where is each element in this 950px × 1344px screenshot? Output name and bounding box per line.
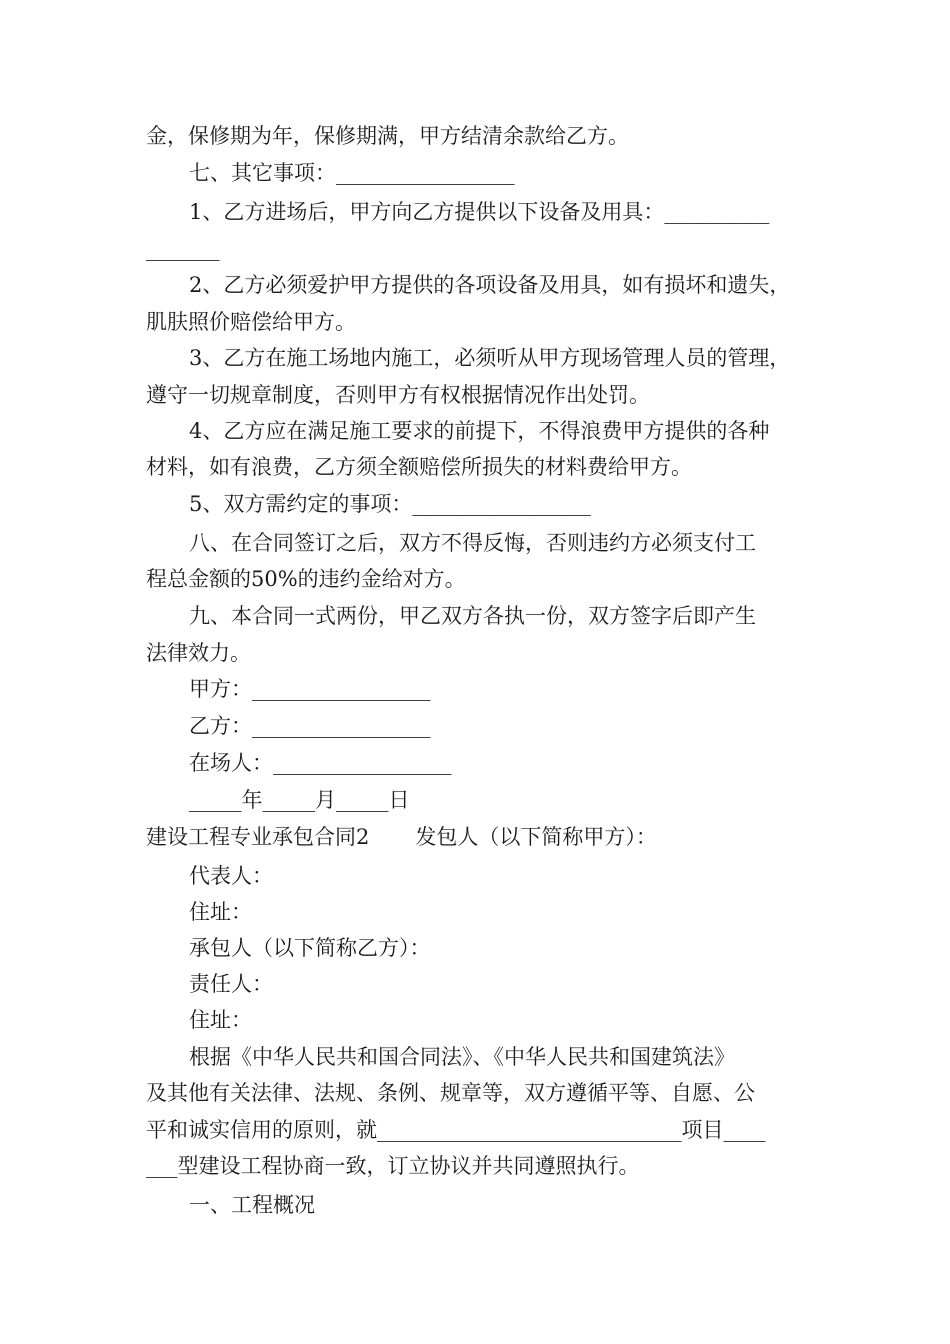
- text-line: 法律效力。: [146, 641, 251, 665]
- contract-title: 建设工程专业承包合同2: [146, 825, 370, 849]
- text-line: 平和诚实信用的原则，就_____________________________项目____: [146, 1118, 766, 1142]
- text-line: 2、乙方必须爱护甲方提供的各项设备及用具，如有损坏和遗失，: [189, 273, 791, 297]
- text-line: 肌肤照价赔偿给甲方。: [146, 310, 356, 334]
- field-contractor: 承包人（以下简称乙方）：: [189, 936, 431, 960]
- field-address: 住址：: [189, 900, 252, 924]
- text-line: _______: [146, 237, 220, 261]
- text-line: 5、双方需约定的事项：_________________: [189, 492, 591, 516]
- contract-title-line: [146, 822, 657, 852]
- field-address: 住址：: [189, 1008, 252, 1032]
- text-line: ___型建设工程协商一致，订立协议并共同遵照执行。: [146, 1154, 640, 1178]
- text-line: 3、乙方在施工场地内施工，必须听从甲方现场管理人员的管理，: [189, 346, 791, 370]
- field-responsible-person: 责任人：: [189, 972, 273, 996]
- text-line: 4、乙方应在满足施工要求的前提下，不得浪费甲方提供的各种: [189, 419, 770, 443]
- text-line: 程总金额的50%的违约金给对方。: [146, 567, 466, 591]
- signature-party-a: 甲方：_________________: [189, 677, 431, 701]
- text-line: 及其他有关法律、法规、条例、规章等，双方遵循平等、自愿、公: [146, 1081, 755, 1105]
- section-heading: 七、其它事项：_________________: [189, 161, 515, 185]
- section-heading: 一、工程概况: [189, 1193, 315, 1217]
- text-line: 1、乙方进场后，甲方向乙方提供以下设备及用具：__________: [189, 200, 770, 224]
- field-representative: 代表人：: [189, 864, 273, 888]
- signature-party-b: 乙方：_________________: [189, 714, 431, 738]
- text-line: 材料，如有浪费，乙方须全额赔偿所损失的材料费给甲方。: [146, 455, 692, 479]
- signature-date: _____年_____月_____日: [189, 788, 410, 812]
- signature-witness: 在场人：_________________: [189, 751, 452, 775]
- section-heading: 九、本合同一式两份，甲乙双方各执一份，双方签字后即产生: [189, 604, 756, 628]
- text-line: 遵守一切规章制度，否则甲方有权根据情况作出处罚。: [146, 383, 650, 407]
- text-line: 根据《中华人民共和国合同法》、《中华人民共和国建筑法》: [189, 1045, 735, 1069]
- text-line: 金，保修期为年，保修期满，甲方结清余款给乙方。: [146, 124, 629, 148]
- section-heading: 八、在合同签订之后，双方不得反悔，否则违约方必须支付工: [189, 531, 756, 555]
- employer-label: 发包人（以下简称甲方）：: [415, 825, 657, 849]
